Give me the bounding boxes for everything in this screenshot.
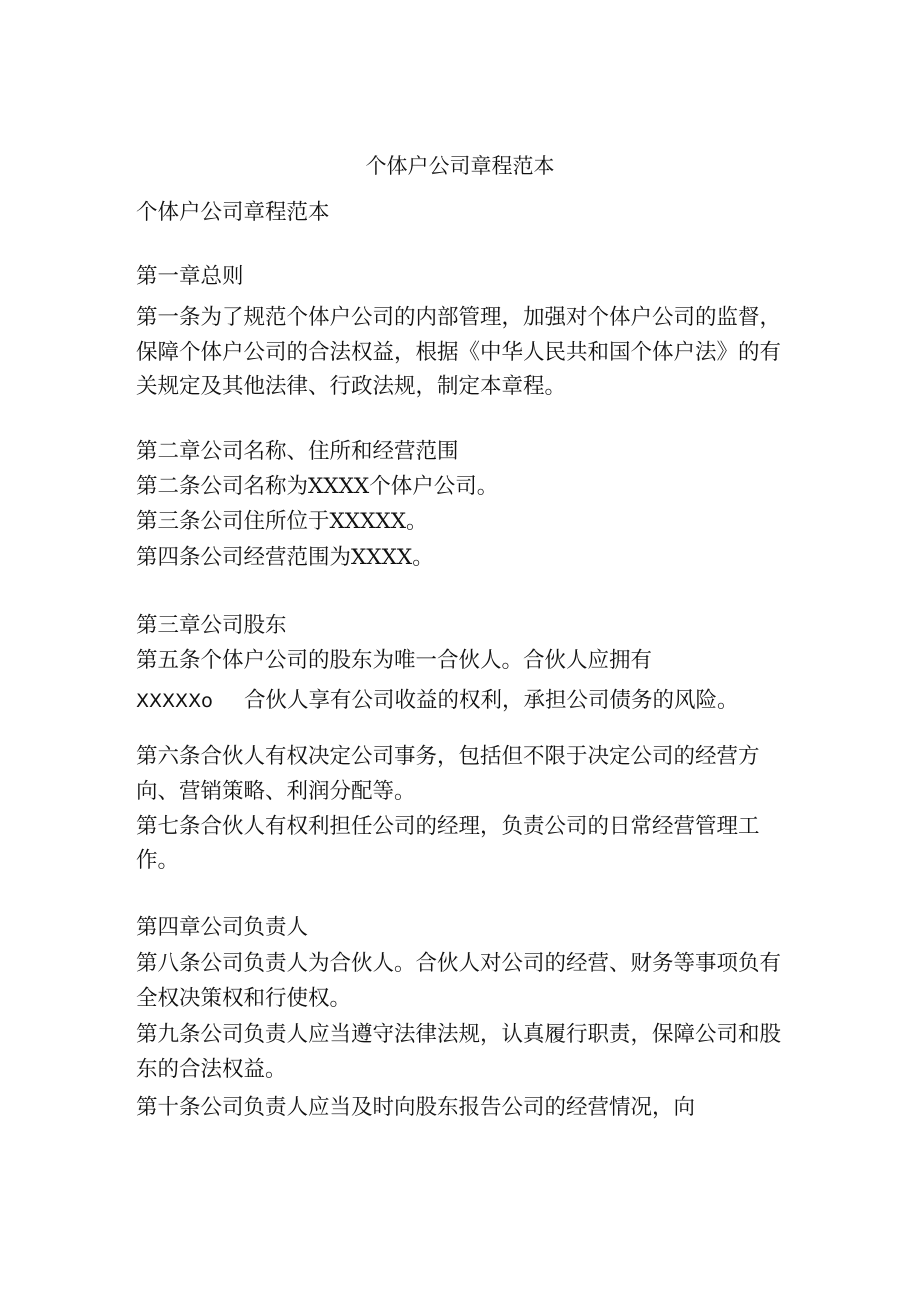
- article-4: 第四条公司经营范围为XXXX。: [136, 545, 434, 570]
- article-8-line-2: 全权决策权和行使权。: [136, 986, 352, 1011]
- chapter-4-heading: 第四章公司负责人: [136, 915, 309, 940]
- article-2: 第二条公司名称为XXXX个体户公司。: [136, 474, 499, 499]
- article-3: 第三条公司住所位于XXXXX。: [136, 509, 428, 534]
- article-1-line-1: 第一条为了规范个体户公司的内部管理，加强对个体户公司的监督，: [136, 305, 782, 330]
- article-7-line-1: 第七条合伙人有权利担任公司的经理，负责公司的日常经营管理工: [136, 814, 760, 839]
- article-6-line-2: 向、营销策略、利润分配等。: [136, 779, 416, 804]
- article-5-line-2: 合伙人享有公司收益的权利，承担公司债务的风险。: [244, 688, 739, 713]
- article-1-line-2: 保障个体户公司的合法权益，根据《中华人民共和国个体户法》的有: [136, 340, 782, 365]
- document-title: 个体户公司章程范本: [365, 154, 555, 178]
- article-9-line-2: 东的合法权益。: [136, 1057, 287, 1082]
- chapter-3-heading: 第三章公司股东: [136, 613, 287, 638]
- article-8-line-1: 第八条公司负责人为合伙人。合伙人对公司的经营、财务等事项负有: [136, 951, 782, 976]
- document-subtitle: 个体户公司章程范本: [136, 200, 330, 225]
- article-5-placeholder-code: XXXXXo: [136, 690, 213, 712]
- article-9-line-1: 第九条公司负责人应当遵守法律法规，认真履行职责，保障公司和股: [136, 1022, 782, 1047]
- article-7-line-2: 作。: [136, 848, 180, 873]
- article-6-line-1: 第六条合伙人有权决定公司事务，包括但不限于决定公司的经营方: [136, 744, 760, 769]
- chapter-2-heading: 第二章公司名称、住所和经营范围: [136, 439, 459, 464]
- chapter-1-heading: 第一章总则: [136, 264, 244, 289]
- article-10-line-1: 第十条公司负责人应当及时向股东报告公司的经营情况，向: [136, 1095, 696, 1120]
- article-5-line-1: 第五条个体户公司的股东为唯一合伙人。合伙人应拥有: [136, 648, 653, 673]
- article-1-line-3: 关规定及其他法律、行政法规，制定本章程。: [136, 374, 567, 399]
